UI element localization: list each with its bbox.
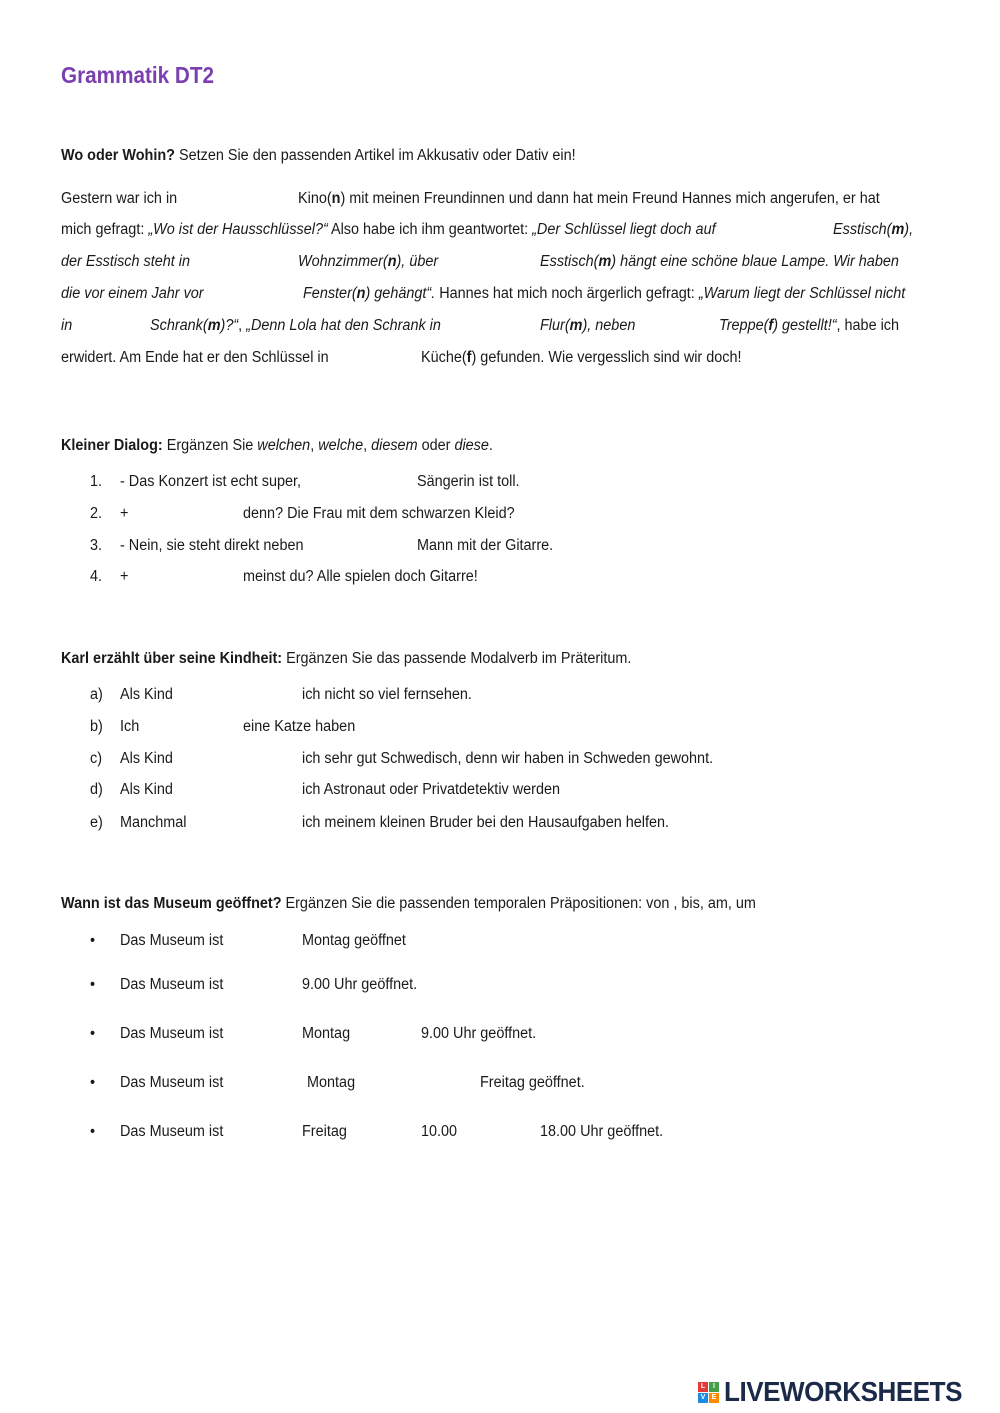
gender-marker: n <box>331 190 341 207</box>
heading-bold: Wann ist das Museum geöffnet? <box>61 895 282 912</box>
text-line-4 <box>61 284 204 304</box>
bullet: • <box>90 932 96 949</box>
text-line-5b <box>150 316 441 336</box>
text-line-3b <box>298 252 438 272</box>
text-line-3 <box>61 252 190 272</box>
quote-segment: „Warum liegt der Schlüssel nicht <box>698 285 906 302</box>
gender-marker: m <box>891 221 905 238</box>
gender-marker: f <box>466 349 472 366</box>
logo-mark-icon <box>698 1382 720 1404</box>
bullet: • <box>90 1123 96 1140</box>
list-item-text: Montag <box>302 1025 351 1042</box>
section4-heading <box>61 894 756 914</box>
list-marker: 2. <box>90 505 103 522</box>
list-item-text: Freitag <box>302 1123 347 1140</box>
gender-marker: n <box>387 253 397 270</box>
quote-segment: ), über <box>396 253 439 270</box>
text-line-5c <box>540 316 635 336</box>
text-line-5d <box>719 316 899 336</box>
list-item-text: 9.00 Uhr geöffnet. <box>302 976 418 993</box>
quote-segment: ), <box>904 221 914 238</box>
logo-text: LIVEWORKSHEETS <box>724 1376 963 1407</box>
heading-text: , <box>363 437 372 454</box>
list-item-text: Ich <box>120 718 140 735</box>
text-segment: ) mit meinen Freundinnen und dann hat mein Freund Hannes mich angerufen, er hat <box>340 190 880 207</box>
list-item-text: Als Kind <box>120 686 173 703</box>
text-line-4b <box>303 284 905 304</box>
text-segment: Kino( <box>298 190 332 207</box>
text-segment: mich gefragt: <box>61 221 149 238</box>
logo-mark-letter: I <box>709 1382 719 1392</box>
quote-segment: Schrank( <box>150 317 208 334</box>
gender-marker: f <box>768 317 774 334</box>
heading-text: Ergänzen Sie <box>162 437 258 454</box>
bullet: • <box>90 1025 96 1042</box>
quote-segment: ), neben <box>582 317 636 334</box>
list-marker: d) <box>90 781 103 798</box>
quote-segment: Esstisch( <box>833 221 892 238</box>
quote-segment: Fenster( <box>303 285 357 302</box>
list-item-text: ich Astronaut oder Privatdetektiv werden <box>302 781 561 798</box>
list-item-text: ich sehr gut Schwedisch, denn wir haben in Schweden gewohnt. <box>302 750 714 767</box>
heading-text: Ergänzen Sie die passenden temporalen Präpositionen: von , bis, am, um <box>281 895 756 912</box>
text-segment: , habe ich <box>836 317 900 334</box>
quote-segment: „Der Schlüssel liegt doch auf <box>532 221 716 238</box>
text-segment: ) gefunden. Wie vergesslich sind wir doch! <box>471 349 742 366</box>
quote-segment: in <box>61 317 73 334</box>
list-item-text: - Das Konzert ist echt super, <box>120 473 302 490</box>
list-marker: b) <box>90 718 103 735</box>
list-marker: 4. <box>90 568 103 585</box>
heading-bold: Karl erzählt über seine Kindheit: <box>61 650 283 667</box>
page-title: Grammatik DT2 <box>61 62 215 88</box>
list-item-text: + <box>120 568 129 585</box>
text-segment: , <box>238 317 247 334</box>
list-marker: c) <box>90 750 103 767</box>
text-segment: erwidert. Am Ende hat er den Schlüssel in <box>61 349 329 366</box>
heading-bold: Kleiner Dialog: <box>61 437 163 454</box>
quote-segment: ) gehängt“. <box>365 285 436 302</box>
quote-segment: Wohnzimmer( <box>298 253 388 270</box>
list-item-text: 9.00 Uhr geöffnet. <box>421 1025 537 1042</box>
text-line-6 <box>61 348 329 368</box>
quote-segment: Esstisch( <box>540 253 599 270</box>
list-item-text: Das Museum ist <box>120 1074 224 1091</box>
list-item-text: ich meinem kleinen Bruder bei den Hausaufgaben helfen. <box>302 814 670 831</box>
list-item-text: - Nein, sie steht direkt neben <box>120 537 304 554</box>
list-marker: e) <box>90 814 103 831</box>
heading-italic: diese <box>454 437 489 454</box>
text-line-6b <box>421 348 742 368</box>
heading-text: Ergänzen Sie das passende Modalverb im Präteritum. <box>282 650 632 667</box>
gender-marker: m <box>207 317 221 334</box>
heading-text: , <box>310 437 319 454</box>
logo-mark-letter: E <box>709 1393 719 1403</box>
text-line-3c <box>540 252 899 272</box>
list-item-text: + <box>120 505 129 522</box>
quote-segment: Treppe( <box>719 317 769 334</box>
list-item-text: 10.00 <box>421 1123 458 1140</box>
text-segment: Gestern war ich in <box>61 190 178 207</box>
quote-segment: „Denn Lola hat den Schrank in <box>246 317 441 334</box>
bullet: • <box>90 976 96 993</box>
list-item-text: Das Museum ist <box>120 932 224 949</box>
text-segment: Küche( <box>421 349 467 366</box>
quote-segment: Flur( <box>540 317 570 334</box>
list-item-text: Als Kind <box>120 750 173 767</box>
heading-italic: diesem <box>371 437 418 454</box>
heading-bold: Wo oder Wohin? <box>61 147 175 164</box>
bullet: • <box>90 1074 96 1091</box>
list-item-text: Montag geöffnet <box>302 932 406 949</box>
logo-mark-letter: V <box>698 1393 708 1403</box>
text-line-2 <box>61 220 716 240</box>
heading-text: Setzen Sie den passenden Artikel im Akkusativ oder Dativ ein! <box>174 147 576 164</box>
list-item-text: Mann mit der Gitarre. <box>417 537 554 554</box>
gender-marker: m <box>569 317 583 334</box>
text-line-1 <box>61 189 177 209</box>
text-segment: Hannes hat mich noch ärgerlich gefragt: <box>435 285 699 302</box>
list-item-text: ich nicht so viel fernsehen. <box>302 686 472 703</box>
heading-italic: welchen <box>257 437 311 454</box>
logo-mark-letter: L <box>698 1382 708 1392</box>
list-item-text: meinst du? Alle spielen doch Gitarre! <box>243 568 478 585</box>
text-line-1b <box>298 189 880 209</box>
list-item-text: eine Katze haben <box>243 718 356 735</box>
list-marker: 1. <box>90 473 103 490</box>
heading-text: oder <box>417 437 455 454</box>
text-line-2b <box>833 220 913 240</box>
section1-heading <box>61 146 576 166</box>
text-line-5 <box>61 316 72 336</box>
quote-segment: ) hängt eine schöne blaue Lampe. Wir haben <box>611 253 899 270</box>
list-marker: 3. <box>90 537 103 554</box>
list-marker: a) <box>90 686 103 703</box>
list-item-text: Als Kind <box>120 781 173 798</box>
gender-marker: n <box>356 285 366 302</box>
list-item-text: Das Museum ist <box>120 976 224 993</box>
quote-segment: die vor einem Jahr vor <box>61 285 204 302</box>
list-item-text: 18.00 Uhr geöffnet. <box>540 1123 664 1140</box>
list-item-text: Freitag geöffnet. <box>480 1074 585 1091</box>
quote-segment: der Esstisch steht in <box>61 253 190 270</box>
list-item-text: Montag <box>307 1074 356 1091</box>
list-item-text: denn? Die Frau mit dem schwarzen Kleid? <box>243 505 515 522</box>
section2-heading <box>61 436 493 456</box>
text-segment: Also habe ich ihm geantwortet: <box>327 221 533 238</box>
section3-heading <box>61 649 631 669</box>
list-item-text: Das Museum ist <box>120 1123 224 1140</box>
quote-segment: )?“ <box>220 317 239 334</box>
list-item-text: Manchmal <box>120 814 187 831</box>
heading-text: . <box>488 437 493 454</box>
list-item-text: Das Museum ist <box>120 1025 224 1042</box>
quote-segment: ) gestellt!“ <box>773 317 837 334</box>
list-item-text: Sängerin ist toll. <box>417 473 520 490</box>
gender-marker: m <box>598 253 612 270</box>
quote-segment: „Wo ist der Hausschlüssel?“ <box>148 221 328 238</box>
heading-italic: welche <box>318 437 364 454</box>
